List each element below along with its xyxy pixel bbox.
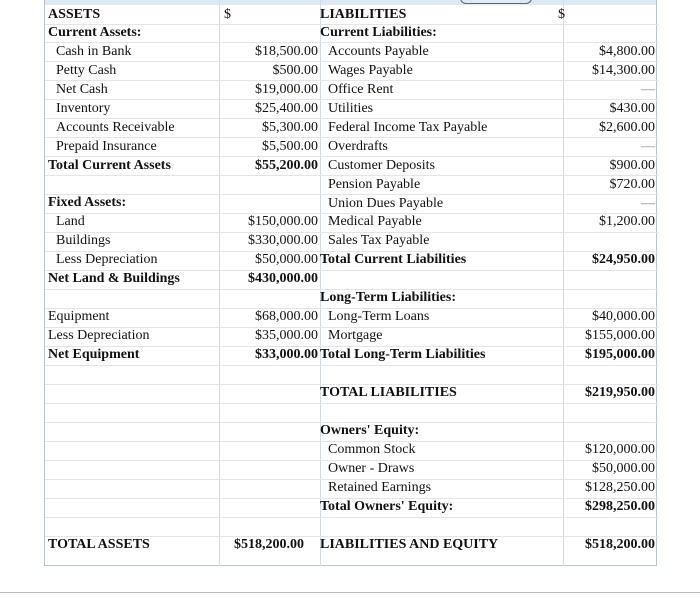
liability-label: Medical Payable [328, 214, 422, 229]
total-longterm-liabilities-value: $195,000.00 [585, 347, 655, 362]
asset-label: Land [56, 214, 85, 229]
asset-value: $68,000.00 [255, 309, 318, 324]
asset-value: $5,300.00 [262, 120, 318, 135]
row-line [45, 403, 658, 404]
liability-label: Pension Payable [328, 177, 421, 192]
current-liabilities-title: Current Liabilities: [320, 25, 437, 40]
asset-label: Cash in Bank [56, 44, 132, 59]
net-equipment-label: Net Equipment [48, 347, 140, 362]
equity-label: Common Stock [328, 442, 416, 457]
liabilities-and-equity-label: LIABILITIES AND EQUITY [320, 537, 499, 552]
header-shade [45, 0, 656, 5]
fixed-assets-title: Fixed Assets: [48, 195, 127, 210]
liability-label: Union Dues Payable [328, 196, 444, 211]
total-liabilities-label: TOTAL LIABILITIES [320, 385, 457, 400]
page-bottom-rule [0, 592, 700, 593]
dollar-header-left: $ [224, 7, 231, 22]
net-land-buildings-label: Net Land & Buildings [48, 271, 180, 286]
assets-heading: ASSETS [48, 7, 101, 22]
total-owners-equity-label: Total Owners' Equity: [320, 499, 454, 514]
liability-value-dash: — [641, 82, 655, 97]
liability-value: $720.00 [609, 177, 655, 192]
asset-label: Buildings [56, 233, 111, 248]
total-assets-value: $518,200.00 [234, 537, 304, 552]
total-longterm-liabilities-label: Total Long-Term Liabilities [320, 347, 486, 362]
total-owners-equity-value: $298,250.00 [585, 499, 655, 514]
liability-value: $14,300.00 [592, 63, 655, 78]
asset-label: Prepaid Insurance [56, 139, 157, 154]
liability-label: Customer Deposits [328, 158, 435, 173]
equity-label: Owner - Draws [328, 461, 415, 476]
liability-label: Office Rent [328, 82, 394, 97]
liability-value: $2,600.00 [599, 120, 655, 135]
liability-label: Long-Term Loans [328, 309, 430, 324]
equity-value: $120,000.00 [585, 442, 655, 457]
asset-value: $35,000.00 [255, 328, 318, 343]
row-line [45, 365, 658, 366]
owners-equity-title: Owners' Equity: [320, 423, 420, 438]
asset-label: Less Depreciation [56, 252, 158, 267]
asset-label: Equipment [48, 309, 110, 324]
asset-value: $330,000.00 [248, 233, 318, 248]
liabilities-heading: LIABILITIES [320, 7, 407, 22]
liability-value: $900.00 [609, 158, 655, 173]
asset-label: Petty Cash [56, 63, 117, 78]
liability-label: Federal Income Tax Payable [328, 120, 488, 135]
liability-value: $155,000.00 [585, 328, 655, 343]
asset-label: Inventory [56, 101, 111, 116]
liability-value: $4,800.00 [599, 44, 655, 59]
longterm-liabilities-title: Long-Term Liabilities: [320, 290, 456, 305]
liability-label: Accounts Payable [328, 44, 429, 59]
equity-value: $128,250.00 [585, 480, 655, 495]
row-line [45, 517, 658, 518]
equity-value: $50,000.00 [592, 461, 655, 476]
liability-label: Utilities [328, 101, 374, 116]
liability-value: $40,000.00 [592, 309, 655, 324]
asset-value: $25,400.00 [255, 101, 318, 116]
asset-label: Net Cash [56, 82, 108, 97]
asset-label: Less Depreciation [48, 328, 150, 343]
liability-label: Sales Tax Payable [328, 233, 430, 248]
asset-value: $5,500.00 [262, 139, 318, 154]
total-current-assets-label: Total Current Assets [48, 158, 171, 173]
equity-label: Retained Earnings [328, 480, 432, 495]
total-current-liabilities-value: $24,950.00 [592, 252, 655, 267]
total-liabilities-value: $219,950.00 [585, 385, 655, 400]
liabilities-and-equity-value: $518,200.00 [585, 537, 655, 552]
column-divider [320, 0, 321, 566]
liability-value: $1,200.00 [599, 214, 655, 229]
asset-label: Accounts Receivable [56, 120, 175, 135]
liability-value: $430.00 [609, 101, 655, 116]
asset-value: $500.00 [272, 63, 318, 78]
total-current-liabilities-label: Total Current Liabilities [320, 252, 467, 267]
asset-value: $50,000.00 [255, 252, 318, 267]
current-assets-title: Current Assets: [48, 25, 142, 40]
liability-label: Wages Payable [328, 63, 413, 78]
liability-value-dash: — [641, 196, 655, 211]
net-land-buildings-value: $430,000.00 [248, 271, 318, 286]
asset-value: $150,000.00 [248, 214, 318, 229]
dollar-header-right: $ [558, 7, 565, 22]
top-bracket-mark [460, 0, 532, 4]
total-assets-label: TOTAL ASSETS [48, 537, 150, 552]
asset-value: $18,500.00 [255, 44, 318, 59]
liability-label: Mortgage [328, 328, 383, 343]
liability-label: Overdrafts [328, 139, 388, 154]
total-current-assets-value: $55,200.00 [255, 158, 318, 173]
liability-value-dash: — [641, 139, 655, 154]
asset-value: $19,000.00 [255, 82, 318, 97]
net-equipment-value: $33,000.00 [255, 347, 318, 362]
